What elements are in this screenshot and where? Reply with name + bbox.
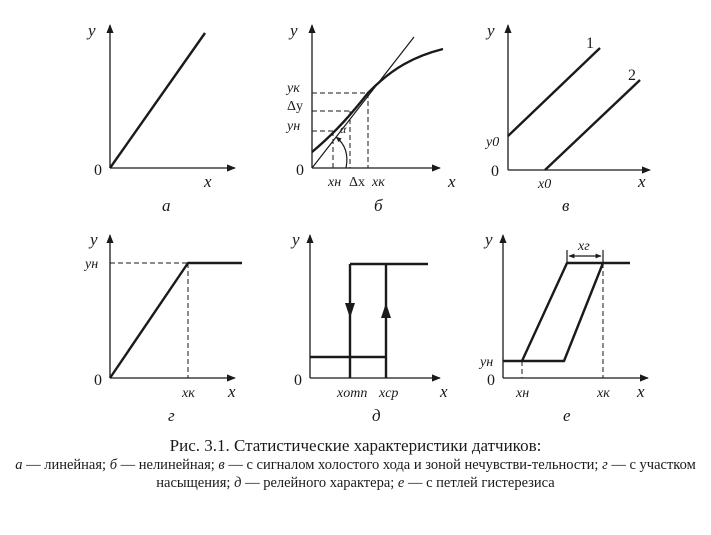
panel-d-xsr-label: xср (379, 386, 399, 401)
caption-title: Рис. 3.1. Статистические характеристики датчиков: (169, 436, 542, 455)
caption-item-g-letter: г (602, 457, 608, 473)
panel-g (83, 230, 242, 425)
caption-item-e-letter: е (397, 475, 405, 491)
panel-v-line-1 (508, 48, 600, 136)
panel-e-yn-label: yн (480, 355, 494, 370)
figure-caption (0, 436, 711, 492)
panel-d-zero: 0 (294, 372, 302, 389)
panel-d-y-label: y (292, 230, 300, 249)
caption-item-e-text: — с петлей гистерезиса (404, 475, 555, 491)
panel-b-yn-label: yн (287, 119, 301, 134)
panel-v (484, 21, 650, 215)
panel-e (478, 230, 648, 425)
panel-g-xk-label: xк (182, 386, 195, 401)
panel-a-zero: 0 (94, 162, 102, 179)
panel-v-line-2 (545, 80, 640, 170)
caption-item-b-letter: б (109, 457, 117, 473)
caption-item-b-text: — нелинейная; (117, 457, 219, 473)
panel-v-x-label: x (638, 172, 646, 191)
panel-v-y0-label: y0 (486, 135, 500, 150)
panel-b-alpha-label: α (340, 122, 347, 136)
panel-b-xk-label: xк (372, 175, 385, 190)
panel-v-zero: 0 (491, 163, 499, 180)
panel-e-hysteresis-loop (503, 263, 630, 361)
panel-g-x-label: x (228, 382, 236, 401)
caption-item-d-letter: д (234, 475, 242, 491)
panel-g-zero: 0 (94, 372, 102, 389)
caption-item-g-text: — с участком насыщения; (156, 457, 696, 491)
panel-a-line (110, 33, 205, 168)
panel-b-alpha-arc (336, 137, 347, 168)
panel-b-curve (312, 49, 443, 152)
panel-d-letter: д (372, 406, 381, 425)
panel-g-letter: г (168, 406, 175, 425)
panel-e-xk-label: xк (597, 386, 610, 401)
panel-e-hysteresis-return (522, 263, 603, 361)
panel-b-tangent (312, 37, 414, 168)
panel-b-yk-label: yк (287, 81, 300, 96)
panel-b-zero: 0 (296, 162, 304, 179)
panel-b-y-label: y (290, 21, 298, 40)
panel-e-y-label: y (485, 230, 493, 249)
panel-g-yn-label: yн (85, 257, 99, 272)
panel-g-curve (110, 263, 242, 378)
panel-b-xn-label: xн (328, 175, 342, 190)
caption-item-a-text: — линейная; (22, 457, 110, 473)
panel-b-dy-label: Δy (287, 99, 304, 114)
caption-item-v-letter: в (218, 457, 225, 473)
panel-v-x0-label: x0 (538, 177, 552, 192)
panel-a-letter: а (162, 196, 171, 215)
panel-a-y-label: y (88, 21, 96, 40)
panel-e-x-label: x (637, 382, 645, 401)
panel-d-up-arrow (381, 303, 391, 318)
panel-d-down-arrow (345, 303, 355, 318)
panel-d (290, 230, 448, 425)
panel-e-xg-label: xг (578, 239, 590, 254)
caption-item-d-text: — релейного характера; (241, 475, 398, 491)
panel-e-zero: 0 (487, 372, 495, 389)
caption-body (0, 456, 711, 492)
panel-a (86, 21, 235, 215)
caption-item-a-letter: а (15, 457, 23, 473)
panel-a-x-label: x (204, 172, 212, 191)
panel-e-letter: е (563, 406, 571, 425)
panel-d-xotp-label: xотп (337, 386, 368, 401)
panel-v-y-label: y (487, 21, 495, 40)
panel-e-xn-label: xн (516, 386, 530, 401)
panel-b-x-label: x (448, 172, 456, 191)
panel-d-x-label: x (440, 382, 448, 401)
panel-v-letter: в (562, 196, 570, 215)
panel-v-curve-1-label: 1 (586, 35, 594, 52)
panel-b-dx-label: Δx (349, 175, 366, 190)
panel-g-y-label: y (90, 230, 98, 249)
panel-b (285, 21, 456, 215)
caption-item-v-text: — с сигналом холостого хода и зоной нечувстви-тельности; (224, 457, 603, 473)
panel-b-letter: б (374, 196, 383, 215)
panel-v-curve-2-label: 2 (628, 67, 636, 84)
